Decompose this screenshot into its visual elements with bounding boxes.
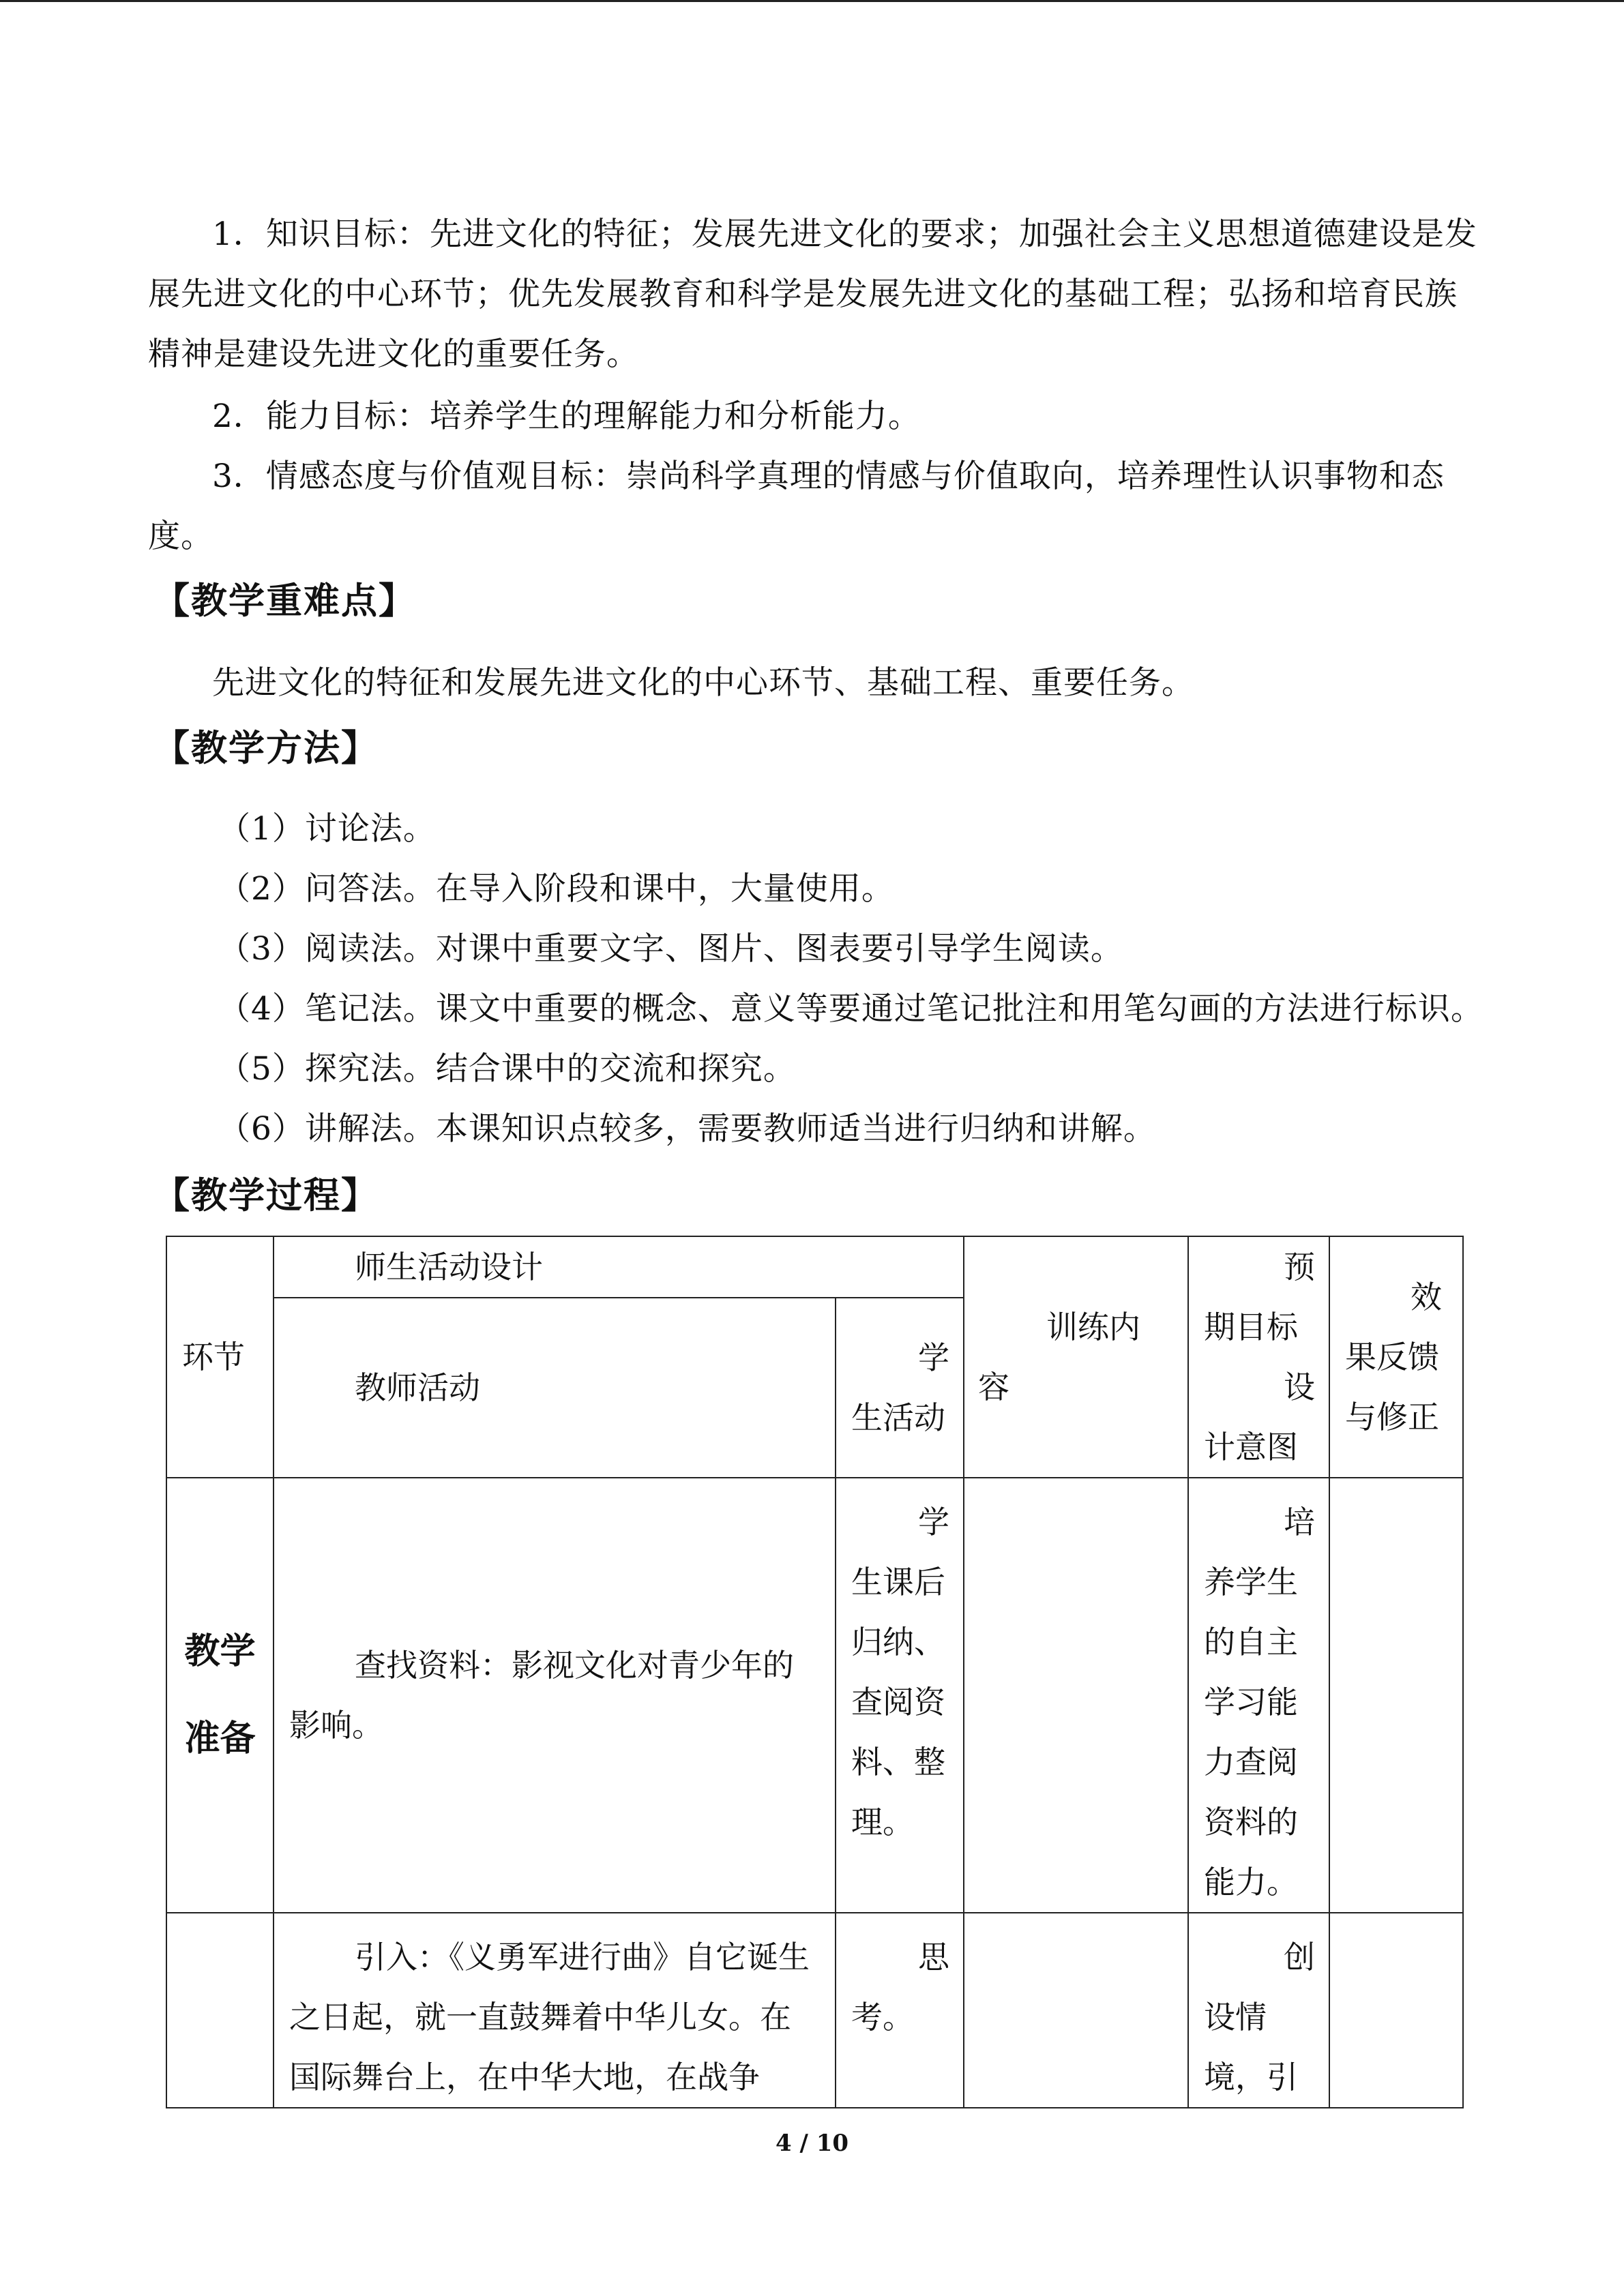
- feedback: [1329, 1913, 1463, 2108]
- goal-line: 学习能: [1204, 1684, 1298, 1720]
- stage-empty: [166, 1913, 274, 2108]
- teacher-activity: 查找资料：影视文化对青少年的影响。: [274, 1478, 836, 1913]
- process-heading: 【教学过程】: [153, 1174, 379, 1217]
- student-line: 生课后: [851, 1564, 945, 1600]
- header-student: [836, 1298, 964, 1478]
- table-header-row: [166, 1236, 1463, 1298]
- header-training-line: 训练内: [1046, 1309, 1140, 1345]
- header-goal-line: 预: [1284, 1249, 1315, 1285]
- header-student-line: 生活动: [851, 1399, 945, 1437]
- header-feedback-line: 果反馈: [1345, 1339, 1439, 1375]
- key-points-text: 先进文化的特征和发展先进文化的中心环节、基础工程、重要任务。: [212, 664, 1194, 702]
- goal-line: 设情: [1204, 1999, 1267, 2036]
- feedback: [1329, 1478, 1463, 1913]
- student-line: 理。: [851, 1804, 914, 1840]
- methods-heading: 【教学方法】: [153, 727, 379, 769]
- goal-line: 养学生: [1204, 1564, 1298, 1600]
- table-row: [166, 1913, 1463, 2108]
- header-student-line: 学: [918, 1339, 949, 1377]
- header-design: 师生活动设计: [274, 1236, 964, 1298]
- goal-line: 培: [1284, 1504, 1315, 1540]
- objective-ability: 2．能力目标：培养学生的理解能力和分析能力。: [212, 398, 921, 435]
- page-number: 4 / 10: [775, 2130, 849, 2157]
- student-line: 学: [918, 1504, 949, 1540]
- header-feedback: [1329, 1236, 1463, 1478]
- stage-label: 准备: [184, 1718, 256, 1759]
- top-border-line: [0, 0, 1624, 2]
- objective-attitude: 3．情感态度与价值观目标：崇尚科学真理的情感与价值取向，培养理性认识事物和态度。: [148, 458, 1445, 555]
- student-line: 思: [918, 1939, 949, 1976]
- header-stage: 环节: [166, 1236, 274, 1478]
- goal-line: 的自主: [1204, 1624, 1298, 1660]
- header-training-line: 容: [978, 1369, 1009, 1405]
- goal-line: 力查阅: [1204, 1744, 1298, 1780]
- training-content: [964, 1478, 1188, 1913]
- key-points-heading: 【教学重难点】: [153, 580, 416, 622]
- header-feedback-line: 与修正: [1345, 1399, 1439, 1435]
- header-feedback-line: 效: [1411, 1279, 1442, 1315]
- header-teacher: 教师活动: [274, 1298, 836, 1478]
- teacher-activity: 引入：《义勇军进行曲》自它诞生之日起，就一直鼓舞着中华儿女。在国际舞台上，在中华大地，在战争: [274, 1913, 836, 2108]
- header-goal-line: 计意图: [1204, 1429, 1298, 1465]
- goal-design: [1188, 1478, 1329, 1913]
- training-content: [964, 1913, 1188, 2108]
- stage-prep: [166, 1478, 274, 1913]
- teaching-process-table: [166, 1236, 1464, 2108]
- stage-label: 教学: [184, 1630, 256, 1672]
- student-activity: [836, 1913, 964, 2108]
- method-item: （6）讲解法。本课知识点较多，需要教师适当进行归纳和讲解。: [218, 1110, 1156, 1148]
- student-activity: [836, 1478, 964, 1913]
- goal-line: 能力。: [1204, 1864, 1298, 1900]
- method-item: （3）阅读法。对课中重要文字、图片、图表要引导学生阅读。: [218, 930, 1123, 968]
- method-item: （1）讨论法。: [218, 810, 436, 848]
- header-goal-line: 期目标: [1204, 1309, 1298, 1345]
- method-item: （2）问答法。在导入阶段和课中，大量使用。: [218, 870, 894, 908]
- header-goal: [1188, 1236, 1329, 1478]
- goal-line: 境，引: [1204, 2059, 1298, 2096]
- header-training: [964, 1236, 1188, 1478]
- method-item: （5）探究法。结合课中的交流和探究。: [218, 1050, 796, 1088]
- student-line: 归纳、: [851, 1624, 945, 1660]
- goal-line: 创: [1284, 1939, 1315, 1976]
- table-row: [166, 1478, 1463, 1913]
- student-line: 查阅资: [851, 1684, 945, 1720]
- method-item: （4）笔记法。课文中重要的概念、意义等要通过笔记批注和用笔勾画的方法进行标识。: [218, 990, 1483, 1028]
- objective-knowledge: 1．知识目标：先进文化的特征；发展先进文化的要求；加强社会主义思想道德建设是发展先进文化的中心环节；优先发展教育和科学是发展先进文化的基础工程；弘扬和培育民族精神是建设先进文化的重要任务。: [148, 215, 1477, 373]
- goal-design: [1188, 1913, 1329, 2108]
- header-goal-line: 设: [1284, 1369, 1315, 1405]
- goal-line: 资料的: [1204, 1804, 1298, 1840]
- student-line: 考。: [851, 1999, 914, 2036]
- student-line: 料、整: [851, 1744, 945, 1780]
